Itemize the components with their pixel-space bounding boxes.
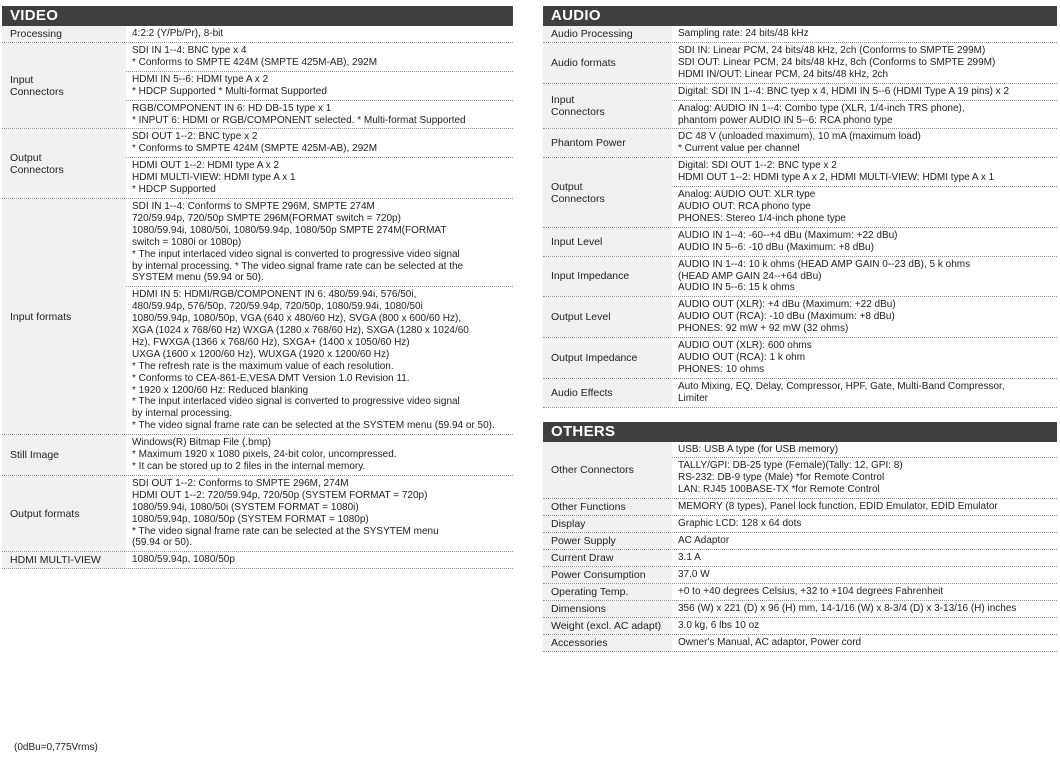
spec-row: [543, 635, 1057, 652]
spec-value: +0 to +40 degrees Celsius, +32 to +104 degrees Fahrenheit: [678, 586, 944, 598]
spec-value: SDI OUT 1--2: Conforms to SMPTE 296M, 274M HDMI OUT 1--2: 720/59.94p, 720/50p (SYSTEM FORMAT = 720p) 1080/59.94i, 1080/50i (SYSTEM FORMAT = 1080i) 1080/59.94p, 1080/50p (SYSTEM FORMAT = 1080p) * The video signal frame rate can be selected at the SYSYTEM menu (59.94 or 50).: [132, 477, 439, 549]
spec-value: 3.1 A: [678, 552, 701, 564]
video-spec-table: [2, 26, 513, 569]
spec-row: [543, 533, 1057, 550]
spec-value: AUDIO OUT (XLR): +4 dBu (Maximum: +22 dBu) AUDIO OUT (RCA): -10 dBu (Maximum: +8 dBu) PHONES: 92 mW + 92 mW (32 ohms): [678, 299, 896, 335]
spec-value: AUDIO IN 1--4: 10 k ohms (HEAD AMP GAIN 0--23 dB), 5 k ohms (HEAD AMP GAIN 24--+64 dBu) AUDIO IN 5--6: 15 k ohms: [678, 258, 971, 294]
spec-row: [543, 297, 1057, 338]
spec-label: Power Consumption: [543, 567, 672, 583]
spec-values: [126, 26, 513, 42]
spec-values: [672, 618, 1057, 634]
others-spec-table: [543, 442, 1057, 653]
spec-value: Digital: SDI IN 1--4: BNC tyep x 4, HDMI IN 5--6 (HDMI Type A 19 pins) x 2: [678, 85, 1010, 97]
spec-value: Analog: AUDIO IN 1--4: Combo type (XLR, 1/4-inch TRS phone), phantom power AUDIO IN 5--6: RCA phono type: [672, 100, 1057, 129]
spec-label: Phantom Power: [543, 129, 672, 157]
spec-label: Input Impedance: [543, 257, 672, 297]
spec-values: [126, 199, 513, 434]
spec-value: MEMORY (8 types), Panel lock function, EDID Emulator, EDID Emulator: [678, 501, 998, 513]
spec-values: [672, 550, 1057, 566]
spec-row: [2, 199, 513, 435]
audio-others-column: [543, 6, 1057, 652]
spec-row: [543, 84, 1057, 130]
spec-value: 1080/59.94p, 1080/50p: [132, 554, 235, 566]
spec-value: SDI IN 1--4: Conforms to SMPTE 296M, SMPTE 274M 720/59.94p, 720/50p SMPTE 296M(FORMAT switch = 720p) 1080/59.94i, 1080/50i, 1080/59.94p, 1080/50p SMPTE 274M(FORMAT switch = 1080i or 1080p) * The input interlaced video signal is converted to progressive video signal by internal processing. * The video signal frame rate can be selected at the SYSTEM menu (59.94 or 50).: [132, 200, 464, 284]
spec-label: Accessories: [543, 635, 672, 651]
spec-row: [543, 379, 1057, 408]
spec-label: Input Connectors: [2, 43, 126, 128]
spec-values: [672, 442, 1057, 499]
spec-row: [543, 550, 1057, 567]
spec-value: TALLY/GPI: DB-25 type (Female)(Tally: 12, GPI: 8) RS-232: DB-9 type (Male) *for Remote Control LAN: RJ45 100BASE-TX *for Remote Control: [672, 457, 1057, 498]
spec-row: [2, 435, 513, 476]
spec-value: HDMI IN 5--6: HDMI type A x 2 * HDCP Supported * Multi-format Supported: [126, 71, 513, 100]
spec-label: Audio formats: [543, 43, 672, 83]
spec-value: Windows(R) Bitmap File (.bmp) * Maximum 1920 x 1080 pixels, 24-bit color, uncompressed. * It can be stored up to 2 files in the internal memory.: [132, 437, 397, 472]
spec-label: Input formats: [2, 199, 126, 434]
spec-value: Digital: SDI OUT 1--2: BNC type x 2 HDMI OUT 1--2: HDMI type A x 2, HDMI MULTI-VIEW: HDMI type A x 1: [678, 160, 995, 184]
spec-label: Output Connectors: [543, 158, 672, 227]
video-column: [2, 6, 513, 569]
spec-value: Graphic LCD: 128 x 64 dots: [678, 518, 802, 530]
spec-values: [672, 499, 1057, 515]
spec-row: [2, 552, 513, 569]
spec-label: Input Level: [543, 228, 672, 256]
audio-spec-table: [543, 26, 1057, 408]
spec-value: 4:2:2 (Y/Pb/Pr), 8-bit: [132, 28, 224, 39]
spec-row: [2, 26, 513, 43]
spec-values: [126, 476, 513, 551]
spec-values: [672, 533, 1057, 549]
spec-row: [543, 442, 1057, 500]
spec-value: 3.0 kg, 6 lbs 10 oz: [678, 620, 760, 632]
spec-row: [543, 567, 1057, 584]
others-section-title: OTHERS: [543, 422, 1057, 442]
spec-values: [672, 516, 1057, 532]
spec-values: [126, 552, 513, 568]
spec-label: Power Supply: [543, 533, 672, 549]
spec-row: [543, 584, 1057, 601]
spec-values: [672, 297, 1057, 337]
spec-value: SDI OUT 1--2: BNC type x 2 * Conforms to SMPTE 424M (SMPTE 425M-AB), 292M: [132, 131, 378, 155]
spec-label: Audio Processing: [543, 26, 672, 42]
spec-values: [672, 567, 1057, 583]
spec-label: Processing: [2, 26, 126, 42]
spec-values: [672, 584, 1057, 600]
spec-label: Current Draw: [543, 550, 672, 566]
spec-values: [672, 257, 1057, 297]
spec-value: HDMI IN 5: HDMI/RGB/COMPONENT IN 6: 480/59.94i, 576/50i, 480/59.94p, 576/50p, 720/59.94p, 720/50p, 1080/59.94i, 1080/50i 1080/59.94p, 1080/50p, VGA (640 x 480/60 Hz), SVGA (800 x 600/60 Hz), XGA (1024 x 768/60 Hz) WXGA (1280 x 768/60 Hz), SXGA (1280 x 1024/60 Hz), FWXGA (1366 x 768/60 Hz), SXGA+ (1400 x 1050/60 Hz) UXGA (1600 x 1200/60 Hz), WUXGA (1920 x 1200/60 Hz) * The refresh rate is the maximum value of each resolution. * Conforms to CEA-861-E,VESA DMT Version 1.0 Revision 11. * 1920 x 1200/60 Hz: Reduced blanking * The input interlaced video signal is converted to progressive video signal by internal processing. * The video signal frame rate can be selected at the SYSTEM menu (59.94 or 50).: [126, 286, 513, 434]
spec-row: [543, 257, 1057, 298]
spec-values: [126, 43, 513, 128]
spec-value: SDI IN 1--4: BNC type x 4 * Conforms to SMPTE 424M (SMPTE 425M-AB), 292M: [132, 45, 378, 68]
spec-label: Input Connectors: [543, 84, 672, 129]
spec-values: [672, 601, 1057, 617]
spec-label: Output Level: [543, 297, 672, 337]
spec-value: SDI IN: Linear PCM, 24 bits/48 kHz, 2ch (Conforms to SMPTE 299M) SDI OUT: Linear PCM, 24 bits/48 kHz, 8ch (Conforms to SMPTE 299M) HDMI IN/OUT: Linear PCM, 24 bits/48 kHz, 2ch: [678, 45, 996, 80]
spec-value: Analog: AUDIO OUT: XLR type AUDIO OUT: RCA phono type PHONES: Stereo 1/4-inch phone type: [672, 186, 1057, 227]
spec-value: USB: USB A type (for USB memory): [678, 443, 839, 455]
spec-row: [2, 129, 513, 199]
spec-label: HDMI MULTI-VIEW: [2, 552, 126, 568]
spec-values: [126, 129, 513, 198]
spec-row: [543, 158, 1057, 228]
spec-label: Other Connectors: [543, 442, 672, 499]
spec-values: [672, 84, 1057, 129]
spec-label: Operating Temp.: [543, 584, 672, 600]
spec-row: [2, 43, 513, 129]
spec-values: [672, 338, 1057, 378]
spec-label: Audio Effects: [543, 379, 672, 407]
footnote: (0dBu=0,775Vrms): [14, 742, 98, 753]
spec-label: Output formats: [2, 476, 126, 551]
video-section-title: VIDEO: [2, 6, 513, 26]
spec-value: Owner's Manual, AC adaptor, Power cord: [678, 637, 862, 649]
spec-row: [543, 43, 1057, 84]
spec-values: [672, 129, 1057, 157]
spec-value: 356 (W) x 221 (D) x 96 (H) mm, 14-1/16 (W) x 8-3/4 (D) x 3-13/16 (H) inches: [678, 603, 1017, 615]
spec-value: DC 48 V (unloaded maximum), 10 mA (maximum load) * Current value per channel: [678, 131, 921, 155]
spec-value: Auto Mixing, EQ, Delay, Compressor, HPF, Gate, Multi-Band Compressor, Limiter: [678, 380, 1005, 404]
spec-label: Output Impedance: [543, 338, 672, 378]
spec-value: 37.0 W: [678, 569, 710, 581]
spec-label: Display: [543, 516, 672, 532]
spec-label: Other Functions: [543, 499, 672, 515]
spec-row: [543, 338, 1057, 379]
spec-row: [543, 228, 1057, 257]
spec-value: Sampling rate: 24 bits/48 kHz: [678, 28, 809, 39]
spec-value: HDMI OUT 1--2: HDMI type A x 2 HDMI MULTI-VIEW: HDMI type A x 1 * HDCP Supported: [126, 157, 513, 198]
spec-value: AUDIO OUT (XLR): 600 ohms AUDIO OUT (RCA): 1 k ohm PHONES: 10 ohms: [678, 340, 812, 375]
spec-value: AC Adaptor: [678, 535, 730, 547]
spec-row: [543, 26, 1057, 43]
spec-label: Dimensions: [543, 601, 672, 617]
spec-values: [672, 43, 1057, 83]
spec-value: RGB/COMPONENT IN 6: HD DB-15 type x 1 * INPUT 6: HDMI or RGB/COMPONENT selected. * Multi-format Supported: [126, 100, 513, 129]
spec-values: [672, 635, 1057, 651]
spec-row: [543, 601, 1057, 618]
spec-values: [126, 435, 513, 475]
spec-label: Weight (excl. AC adapt): [543, 618, 672, 634]
spec-row: [543, 129, 1057, 158]
spec-label: Still Image: [2, 435, 126, 475]
spec-value: AUDIO IN 1--4: -60--+4 dBu (Maximum: +22 dBu) AUDIO IN 5--6: -10 dBu (Maximum: +8 dBu): [678, 229, 898, 253]
spec-values: [672, 158, 1057, 227]
audio-section-title: AUDIO: [543, 6, 1057, 26]
spec-row: [2, 476, 513, 552]
spec-row: [543, 618, 1057, 635]
spec-values: [672, 228, 1057, 256]
spec-label: Output Connectors: [2, 129, 126, 198]
spec-values: [672, 26, 1057, 42]
spec-values: [672, 379, 1057, 407]
spec-row: [543, 516, 1057, 533]
spec-row: [543, 499, 1057, 516]
